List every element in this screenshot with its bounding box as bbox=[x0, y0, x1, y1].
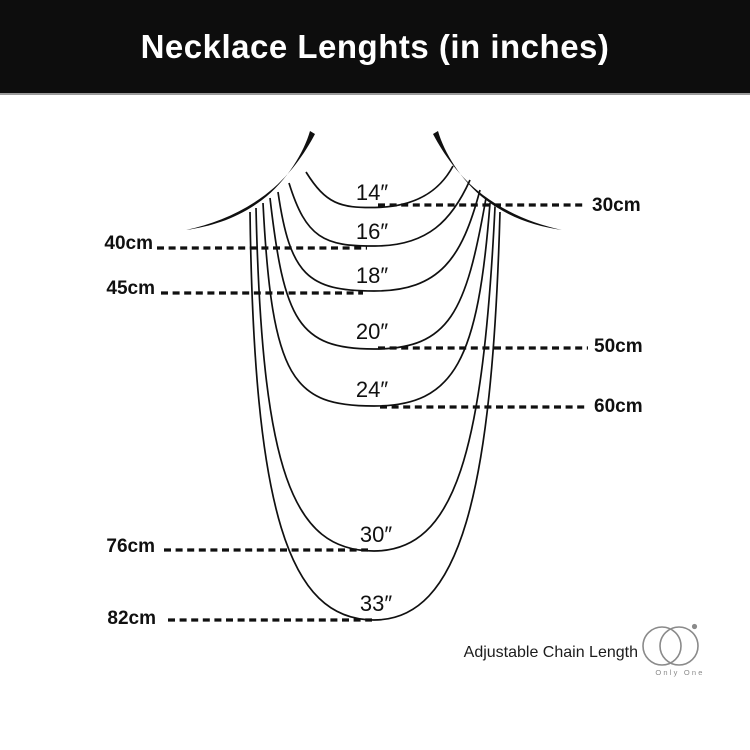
cm-label-60: 60cm bbox=[594, 396, 643, 417]
inch-label-18: 18″ bbox=[355, 263, 389, 288]
inch-label-24: 24″ bbox=[355, 377, 389, 402]
inch-label-33: 33″ bbox=[359, 591, 393, 616]
inch-label-30: 30″ bbox=[359, 522, 393, 547]
right-collar bbox=[433, 131, 562, 230]
cm-label-40: 40cm bbox=[104, 233, 153, 254]
cm-label-76: 76cm bbox=[106, 536, 155, 557]
cm-label-30: 30cm bbox=[592, 195, 641, 216]
interlocking-rings-icon bbox=[643, 624, 698, 665]
footer-caption: Adjustable Chain Length bbox=[463, 644, 638, 661]
inch-label-16: 16″ bbox=[355, 219, 389, 244]
logo-registered-dot bbox=[692, 624, 697, 629]
cm-label-50: 50cm bbox=[594, 336, 643, 357]
cm-label-45: 45cm bbox=[106, 278, 155, 299]
page-title: Necklace Lenghts (in inches) bbox=[140, 27, 610, 65]
logo-ring-left bbox=[643, 627, 681, 665]
logo-ring-right bbox=[660, 627, 698, 665]
inch-label-14: 14″ bbox=[355, 180, 389, 205]
brand-name: Only One bbox=[655, 668, 705, 677]
inch-label-20: 20″ bbox=[355, 319, 389, 344]
cm-label-82: 82cm bbox=[107, 608, 156, 629]
